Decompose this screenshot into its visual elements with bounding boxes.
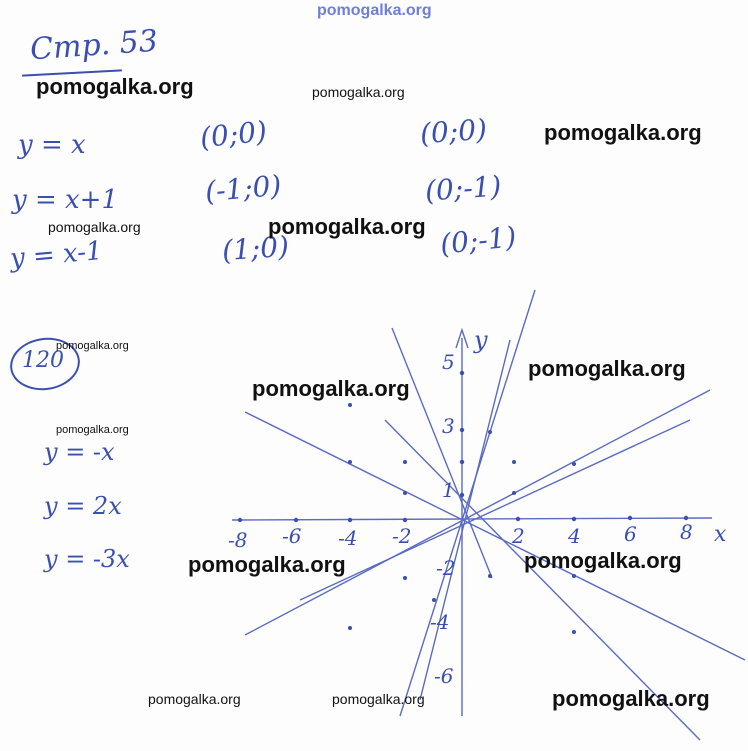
y-tick-1: 1: [442, 478, 455, 502]
x-tick-4: 4: [568, 524, 581, 548]
y-tick-3: 3: [442, 414, 455, 438]
equation-1: y = x: [18, 130, 86, 160]
watermark: pomogalka.org: [268, 214, 426, 239]
equation-2: y = x+1: [12, 185, 118, 215]
x-axis-label: x: [714, 522, 727, 547]
point-a-1: (0;0): [198, 114, 269, 155]
point-a-3: (1;0): [220, 229, 290, 268]
watermark: pomogalka.org: [552, 686, 710, 711]
watermark: pomogalka.org: [312, 84, 405, 100]
equation-neg-x: y = -x: [44, 438, 115, 466]
watermark: pomogalka.org: [36, 74, 194, 99]
x-tick-neg2: -2: [392, 524, 412, 548]
point-b-1: (0;0): [418, 112, 488, 151]
task-number: 120: [22, 348, 64, 373]
line-neg-x: [245, 412, 745, 660]
y-tick-neg6: -6: [434, 664, 454, 688]
line-x: [245, 390, 710, 635]
line-steep: [420, 340, 510, 700]
x-tick-2: 2: [512, 524, 525, 548]
x-tick-neg4: -4: [338, 526, 358, 550]
watermark: pomogalka.org: [332, 691, 425, 707]
y-tick-neg2: -2: [436, 556, 456, 580]
x-tick-6: 6: [624, 522, 637, 546]
equation-3: y = x-1: [8, 236, 104, 274]
point-b-2: (0;-1): [423, 169, 503, 208]
watermark: pomogalka.org: [56, 340, 129, 352]
y-tick-5: 5: [442, 350, 455, 374]
watermark: pomogalka.org: [48, 219, 141, 235]
x-tick-neg8: -8: [228, 528, 248, 552]
equation-2x: y = 2x: [44, 492, 122, 520]
watermark: pomogalka.org: [148, 691, 241, 707]
point-a-2: (-1;0): [203, 168, 283, 209]
watermark: pomogalka.org: [188, 552, 346, 577]
watermark: pomogalka.org: [524, 548, 682, 573]
watermark: pomogalka.org: [528, 356, 686, 381]
watermark: pomogalka.org: [252, 376, 410, 401]
x-tick-neg6: -6: [282, 524, 302, 548]
watermark: pomogalka.org: [56, 424, 129, 436]
top-watermark: pomogalka.org: [317, 2, 432, 19]
page-heading: Стр. 53: [28, 23, 159, 68]
x-axis: [232, 518, 712, 520]
point-b-3: (0;-1): [438, 220, 518, 261]
x-tick-8: 8: [680, 520, 693, 544]
y-axis-label: y: [474, 326, 488, 354]
y-tick-neg4: -4: [430, 610, 450, 634]
watermark: pomogalka.org: [544, 120, 702, 145]
equation-neg-3x: y = -3x: [44, 545, 130, 573]
